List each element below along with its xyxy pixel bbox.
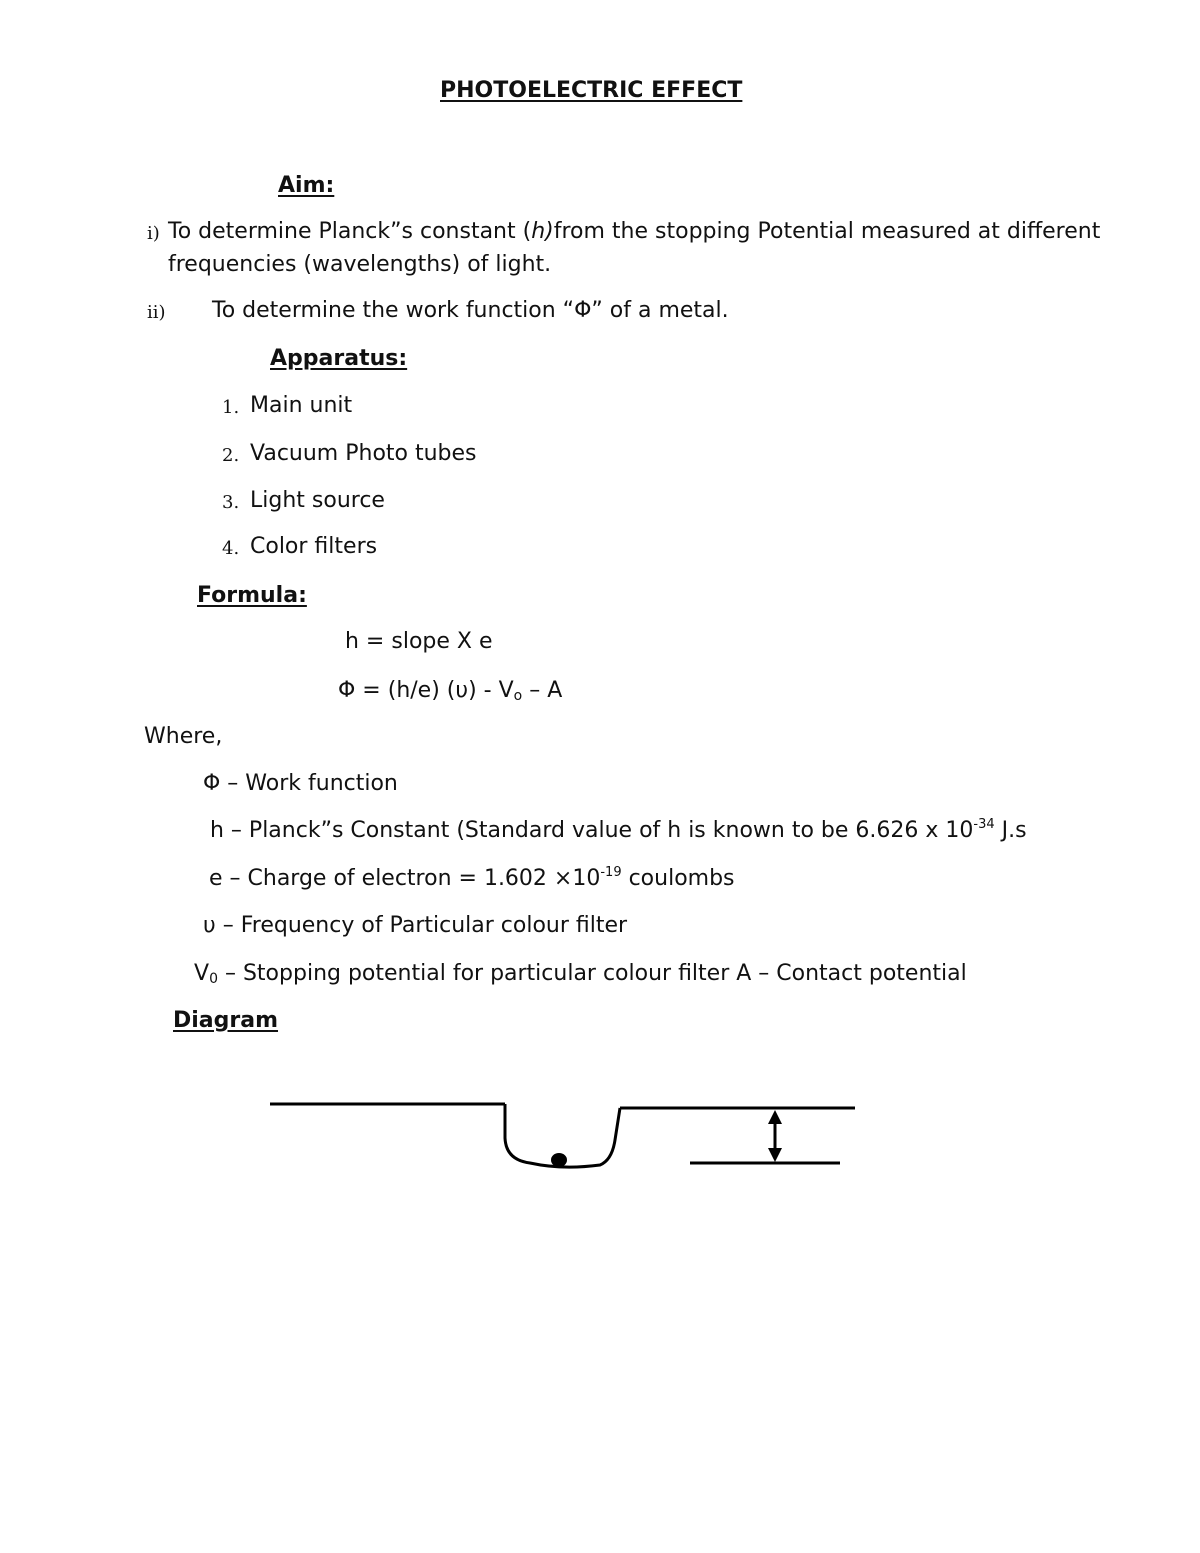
arrow-head-up <box>768 1110 782 1124</box>
apparatus-item-1-num: 1. <box>222 397 240 418</box>
aim-item-2-marker: ii) <box>147 302 166 323</box>
where-e-unit: coulombs <box>621 866 735 891</box>
formula-line-2-sub: o <box>513 688 523 704</box>
apparatus-item-2-text: Vacuum Photo tubes <box>250 441 477 466</box>
aim-item-1-part-b: from the stopping Potential measured at different <box>553 219 1101 244</box>
formula-line-2-part-b: – A <box>522 678 563 703</box>
apparatus-item-1-text: Main unit <box>250 393 353 418</box>
apparatus-item-3-text: Light source <box>250 488 385 513</box>
where-e-text: e – Charge of electron = 1.602 ×10 <box>209 866 601 891</box>
aim-item-1-continuation: frequencies (wavelengths) of light. <box>168 252 552 277</box>
aim-item-1-h: h) <box>531 219 554 244</box>
apparatus-item-4-num: 4. <box>222 538 240 559</box>
page-title: PHOTOELECTRIC EFFECT <box>440 78 743 103</box>
aim-item-2-text: To determine the work function “Φ” of a metal. <box>212 298 729 323</box>
apparatus-item-3-num: 3. <box>222 492 240 513</box>
where-h-exponent: -34 <box>973 817 995 832</box>
arrow-head-down <box>768 1148 782 1162</box>
apparatus-heading: Apparatus: <box>270 346 408 371</box>
where-e-exponent: -19 <box>600 865 622 880</box>
formula-line-2-part-a: Φ = (h/e) (υ) - V <box>338 678 514 703</box>
where-phi: Φ – Work function <box>203 771 398 796</box>
apparatus-item-2-num: 2. <box>222 445 240 466</box>
formula-line-1: h = slope X e <box>345 629 493 654</box>
diagram-heading: Diagram <box>173 1008 279 1033</box>
where-label: Where, <box>144 724 223 749</box>
where-v0-sub: 0 <box>209 971 218 987</box>
where-h-unit: J.s <box>994 818 1027 843</box>
apparatus-item-4-text: Color filters <box>250 534 378 559</box>
aim-heading: Aim: <box>278 173 335 198</box>
where-h-text: h – Planck”s Constant (Standard value of h is known to be 6.626 x 10 <box>210 818 974 843</box>
where-v0-text: – Stopping potential for particular colour filter A – Contact potential <box>217 961 967 986</box>
aim-item-1-marker: i) <box>147 223 160 244</box>
formula-heading: Formula: <box>197 583 307 608</box>
where-v0-v: V <box>194 961 210 986</box>
aim-item-1-part-a: To determine Planck”s constant ( <box>168 219 532 244</box>
where-nu: υ – Frequency of Particular colour filter <box>203 913 628 938</box>
electron-dot <box>551 1153 567 1167</box>
